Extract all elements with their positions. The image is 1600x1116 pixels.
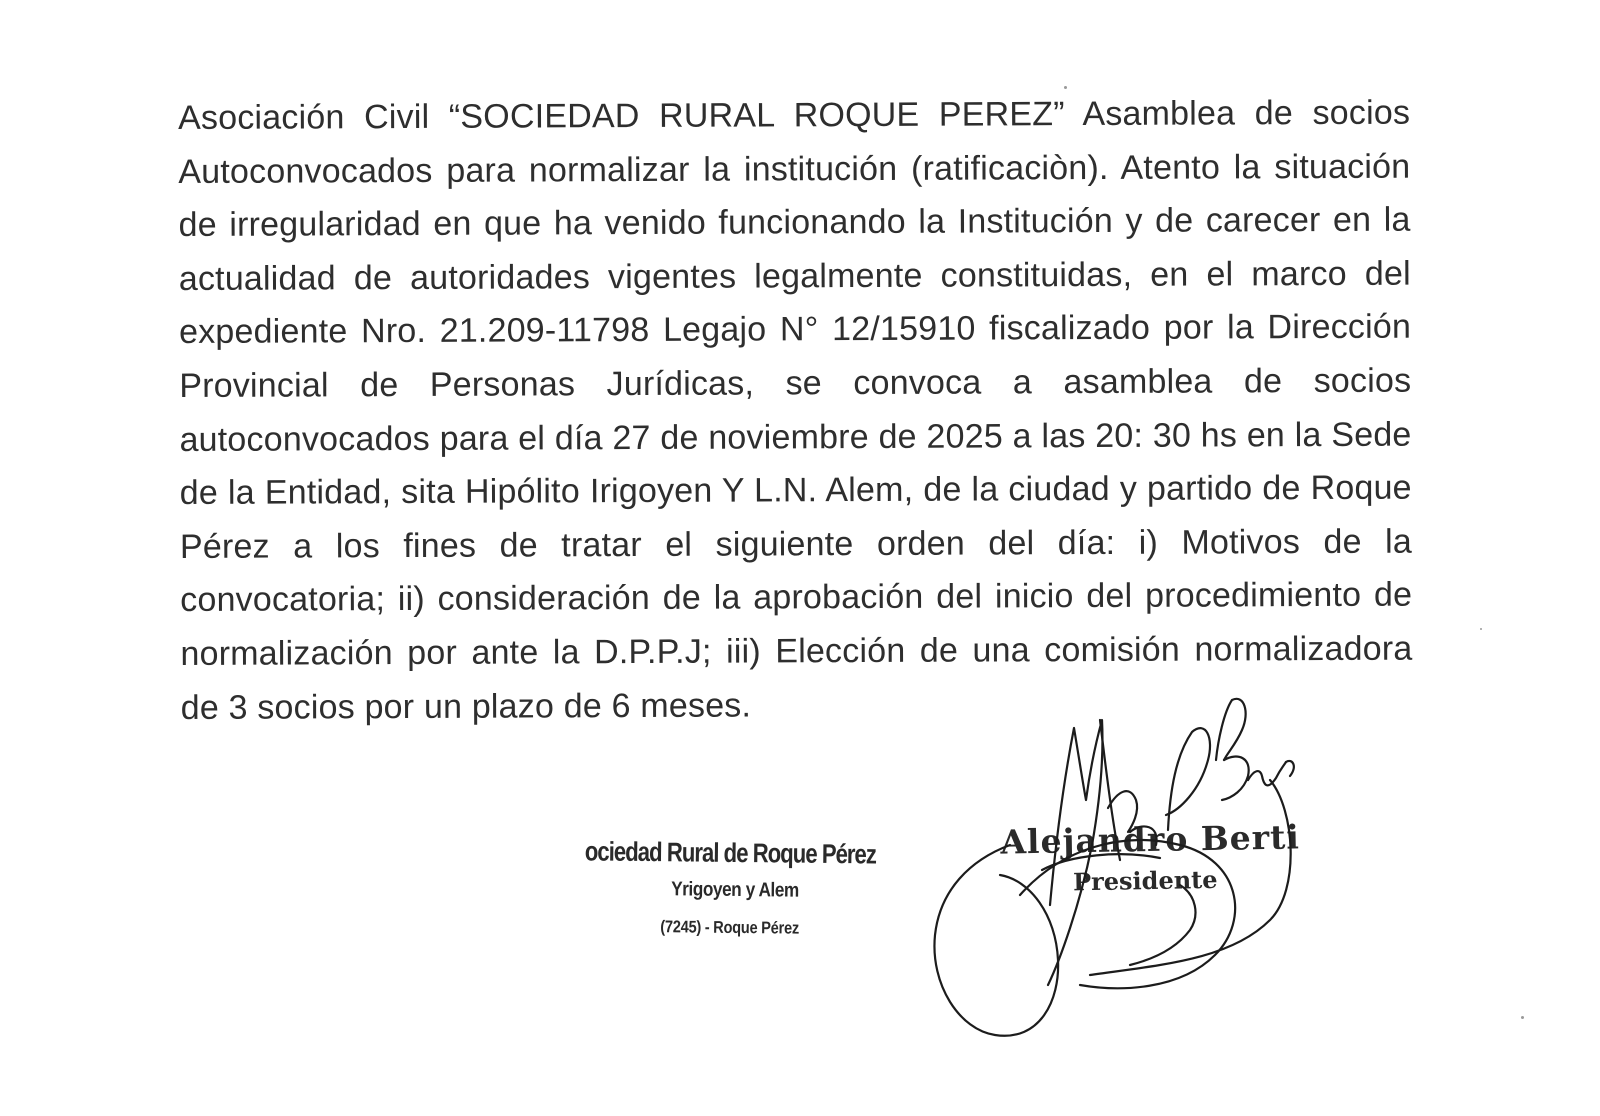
signer-name: Alejandro Berti <box>1000 817 1301 862</box>
institution-stamp <box>559 834 920 948</box>
stamp-institution-name: ociedad Rural de Roque Pérez <box>584 836 877 870</box>
convocation-text: Asociación Civil “SOCIEDAD RURAL ROQUE PEREZ” Asamblea de socios Autoconvocados para normalizar la institución (ratificaciòn). Atento la situación de irregularidad en que ha venido funcionando la Institución y de carecer en la actualidad de autoridades vigentes legalmente constituidas, en el marco del expediente Nro. 21.209-11798 Legajo N° 12/15910 fiscalizado por la Dirección Provincial de Personas Jurídicas, se convoca a asamblea de socios autoconvocados para el día 27 de noviembre de 2025 a las 20: 30 hs en la Sede de la Entidad, sita Hipólito Irigoyen Y L.N. Alem, de la ciudad y partido de Roque Pérez a los fines de tratar el siguiente orden del día: i) Motivos de la convocatoria; ii) consideración de la aprobación del inicio del procedimiento de normalización por ante la D.P.P.J; iii) Elección de una comisión normalizadora de 3 socios por un plazo de 6 meses. <box>178 93 1413 727</box>
signer-stamp <box>1000 817 1301 897</box>
signer-role: Presidente <box>1072 864 1218 897</box>
stamp-postal-city: (7245) - Roque Pérez <box>660 917 800 938</box>
stamp-address: Yrigoyen y Alem <box>671 878 799 902</box>
paper-speck <box>1064 86 1067 89</box>
paper-speck <box>1521 1016 1524 1019</box>
paper-speck <box>1480 628 1482 630</box>
